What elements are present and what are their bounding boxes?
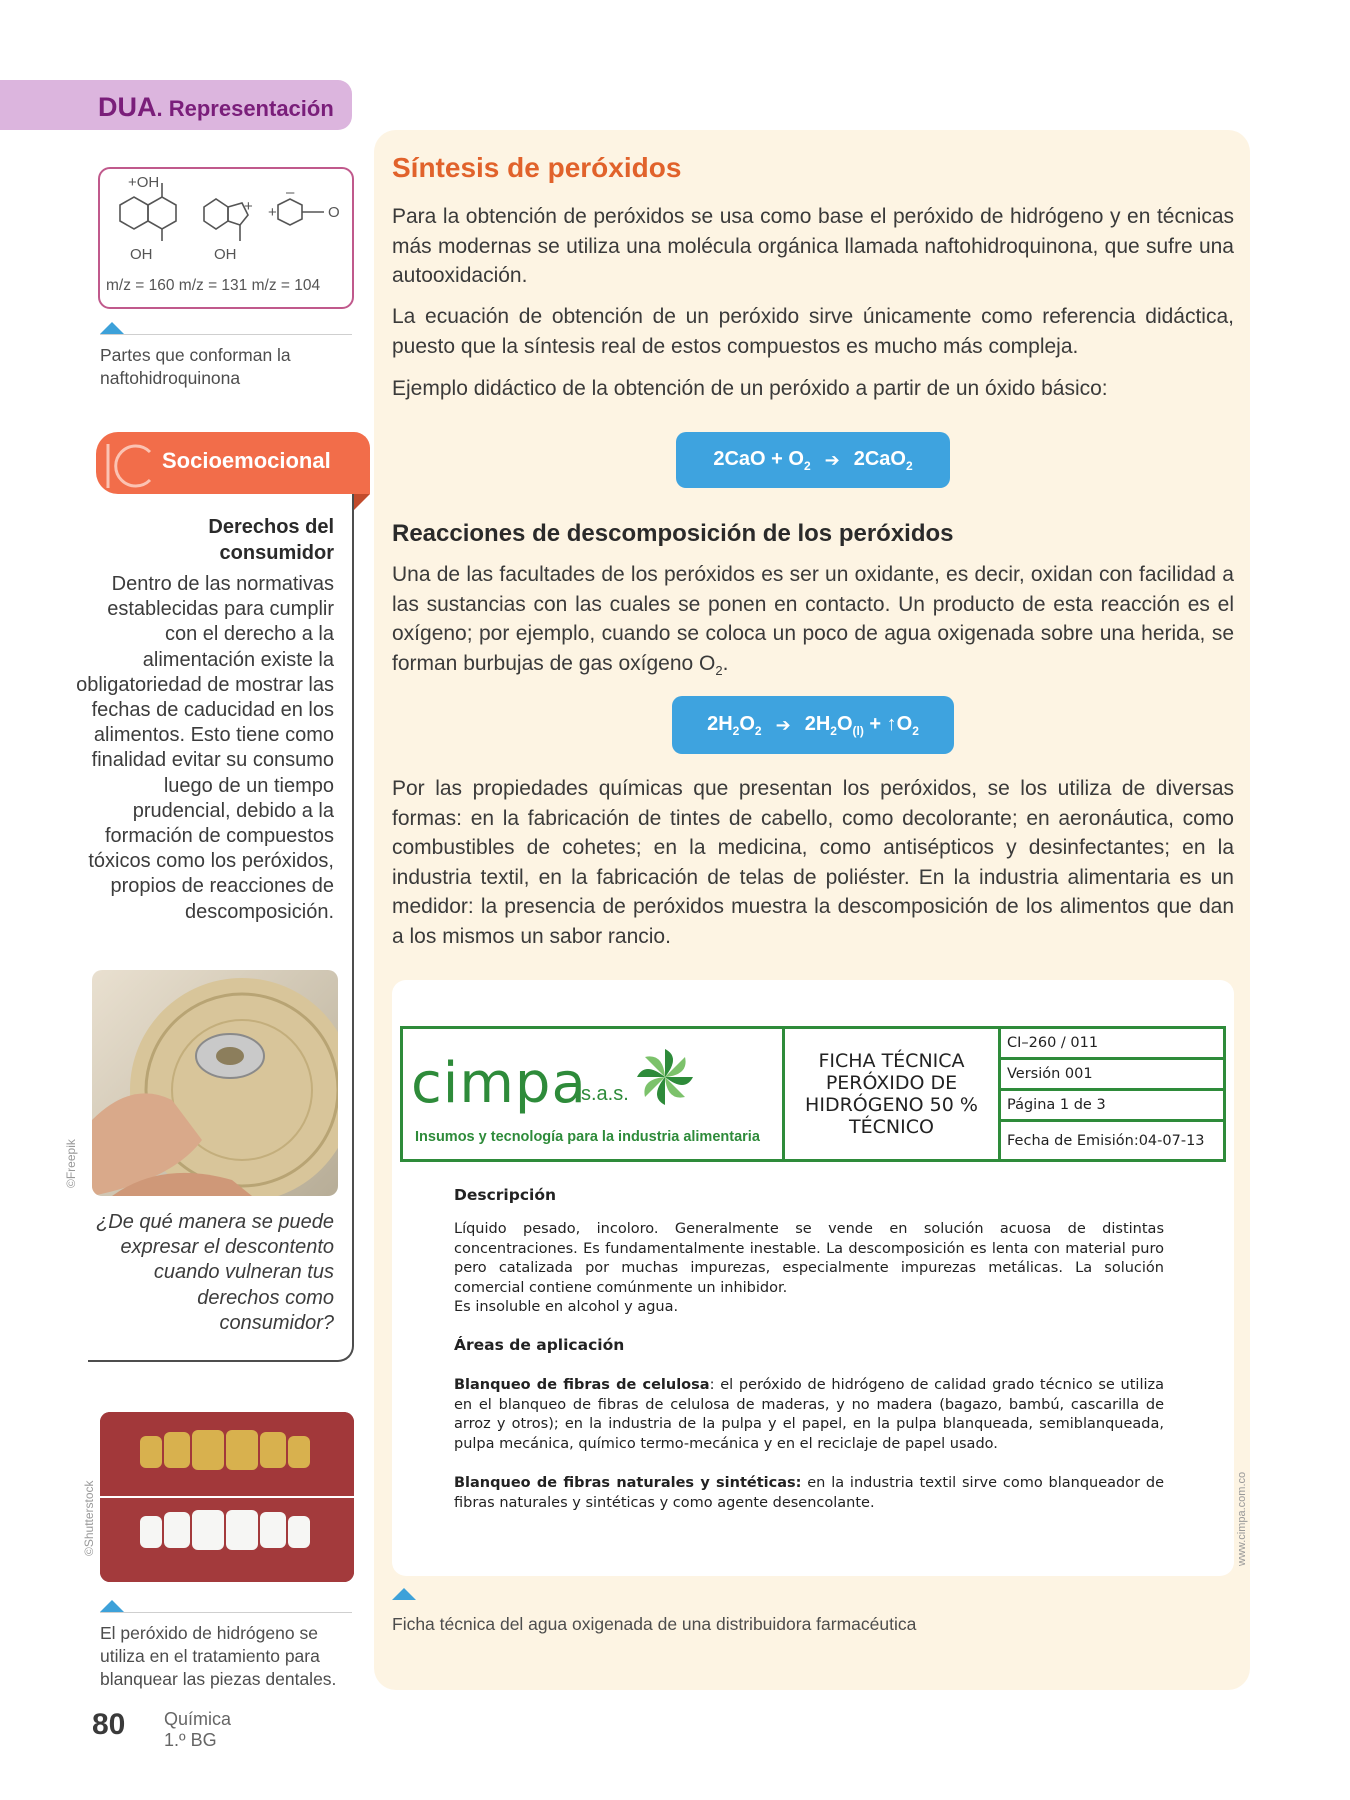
eq1-products: 2CaO$_2$: [853, 447, 913, 473]
paragraph-5: Por las propiedades químicas que presentan los peróxidos, se los utiliza de diversas formas: en la fabricación de tintes de cabello, como decolorante; en aeronáutica, como combustibles de cohetes; en la medicina, como antisépticos y desinfectantes; en la industria textil, en la fabricación de telas de poliéster. En la industria alimentaria es un medidor: la presencia de peróxidos muestra la descomposición de los alimentos que dan a los mismos un sabor rancio.: [392, 777, 1234, 948]
plus-label-2: +: [268, 204, 277, 221]
reflection-question: ¿De qué manera se puede expresar el descontento cuando vulneran tus derechos como consumidor?: [96, 1211, 334, 1334]
subject-label: [164, 1709, 231, 1751]
naphthohydroquinone-structures: [100, 169, 356, 279]
caption-marker-icon: [100, 1600, 124, 1612]
pinwheel-icon: [635, 1047, 695, 1107]
cimpa-logo: [403, 1029, 785, 1159]
plus-label-1: +: [244, 198, 253, 215]
oxygen-label: O: [328, 204, 340, 221]
socioemocional-label: Socioemocional: [162, 448, 331, 473]
teeth-illustration: [100, 1412, 354, 1582]
technical-sheet: [392, 980, 1234, 1576]
teeth-caption: El peróxido de hidrógeno se utiliza en el tratamiento para blanquear las piezas dentales.: [100, 1623, 337, 1689]
grade-label: 1.º BG: [164, 1730, 217, 1750]
socioemocional-logo-icon: [100, 436, 156, 492]
socioemocional-box: [76, 494, 354, 1362]
paragraph-2: La ecuación de obtención de un peróxido sirve únicamente como referencia didáctica, puesto que la síntesis real de estos compuestos es mucho más compleja.: [392, 305, 1234, 358]
can-lid-photo: [92, 970, 338, 1196]
description-text-2: Es insoluble en alcohol y agua.: [454, 1299, 679, 1315]
cimpa-tagline: Insumos y tecnología para la industria alimentaria: [415, 1129, 760, 1145]
mz-values: m/z = 160 m/z = 131 m/z = 104: [106, 277, 321, 294]
cimpa-sas: s.a.s.: [581, 1083, 629, 1105]
oh-top-label: +OH: [128, 174, 160, 191]
sheet-code: CI–260 / 011: [1001, 1029, 1223, 1060]
description-text: Líquido pesado, incoloro. Generalmente se vende en solución acuosa de distintas concentraciones. Es fundamentalmente inestable. La descomposición es lenta con material puro pero catalizada por muchas impurezas, especialmente impurezas metálicas. La solución comercial contiene comúnmente un inhibidor.: [454, 1221, 1164, 1296]
caption-marker-icon: [100, 322, 124, 334]
section-title-2: Reacciones de descomposición de los peróxidos: [392, 520, 954, 547]
sheet-date: Fecha de Emisión:04-07-13: [1007, 1132, 1205, 1149]
eq2-products: $2H_2O_{(l)}$ + $↑O_2$: [804, 712, 919, 738]
naphtho-caption: Partes que conforman la naftohidroquinona: [100, 345, 291, 388]
freepik-credit: ©Freepik: [64, 1139, 78, 1188]
paragraph-4: Una de las facultades de los peróxidos es ser un oxidante, es decir, oxidan con facilidad a las sustancias con las cuales se ponen en contacto. Un producto de esta reacción es el oxígeno; por ejemplo, cuando se coloca un poco de agua oxigenada sobre una herida, se forman burbujas de gas oxígeno $O_2$.: [392, 563, 1234, 678]
sheet-page: Página 1 de 3: [1001, 1091, 1223, 1122]
dua-tab: [0, 80, 352, 130]
arrow-icon: ➔: [824, 449, 840, 470]
area-cellulose: Blanqueo de fibras de celulosa: el peróxido de hidrógeno de calidad grado técnico se utiliza en el blanqueo de fibras de celulosa de maderas, y no madera (bagazo, bambú, cascarilla de arroz y otros); en la industria de la pulpa y el papel, en la pulpa blanqueada, semiblanqueada, pulpa mecánica, químico termo-mecánica y en el reciclaje de papel usado.: [454, 1377, 1164, 1452]
sheet-version: Versión 001: [1001, 1060, 1223, 1091]
minus-label: –: [286, 184, 295, 201]
consumer-rights-text: Dentro de las normativas establecidas para cumplir con el derecho a la alimentación existe la obligatoriedad de mostrar las fechas de caducidad en los alimentos. Esto tiene como finalidad evitar su consumo luego de un tiempo prudencial, debido a la formación de compuestos tóxicos como los peróxidos, propios de reacciones de descomposición.: [76, 573, 334, 923]
oh-label-1: OH: [130, 246, 153, 263]
eq2-reactants: $2H_2O_2$: [707, 712, 762, 738]
section-title: Síntesis de peróxidos: [392, 152, 682, 183]
banner-fold: [354, 494, 370, 510]
paragraph-1: Para la obtención de peróxidos se usa como base el peróxido de hidrógeno y en técnicas más modernas se utiliza una molécula orgánica llamada naftohidroquinona, que sufre una autooxidación.: [392, 205, 1234, 287]
equation-2: [672, 696, 954, 754]
dua-label: DUA. Representación: [98, 92, 334, 122]
paragraph-3: Ejemplo didáctico de la obtención de un peróxido a partir de un óxido básico:: [392, 377, 1108, 400]
sheet-meta: [1001, 1029, 1223, 1159]
divider: [100, 1612, 352, 1613]
socioemocional-banner: [96, 432, 370, 494]
caption-marker-icon: [392, 1588, 416, 1600]
description-heading: Descripción: [454, 1186, 557, 1204]
can-lid-illustration: [92, 970, 338, 1196]
area-fibers: Blanqueo de fibras naturales y sintéticas: en la industria textil sirve como blanqueador de fibras naturales y sintéticas y como agente desencolante.: [454, 1475, 1165, 1511]
equation-1: [676, 432, 950, 488]
gas-up-arrow-icon: ↑: [886, 712, 897, 735]
eq1-reactants: $2CaO + O_2$: [713, 447, 811, 473]
cimpa-credit: www.cimpa.com.co: [1236, 1471, 1248, 1566]
teeth-whitening-photo: [100, 1412, 354, 1582]
cimpa-wordmark: cimpa: [411, 1051, 587, 1116]
technical-sheet-caption: Ficha técnica del agua oxigenada de una distribuidora farmacéutica: [392, 1614, 917, 1634]
shutterstock-credit: ©Shutterstock: [82, 1480, 96, 1556]
consumer-rights-title: Derechos del consumidor: [208, 516, 334, 564]
page-number: 80: [92, 1708, 126, 1741]
naphthohydroquinone-figure: [98, 167, 354, 309]
divider: [100, 334, 352, 335]
sheet-title: FICHA TÉCNICA PERÓXIDO DE HIDRÓGENO 50 % TÉCNICO: [785, 1029, 1001, 1159]
arrow-icon: ➔: [775, 714, 791, 735]
areas-heading: Áreas de aplicación: [454, 1336, 625, 1354]
subject-name: Química: [164, 1709, 232, 1729]
oh-label-2: OH: [214, 246, 237, 263]
sheet-header: [400, 1026, 1226, 1162]
